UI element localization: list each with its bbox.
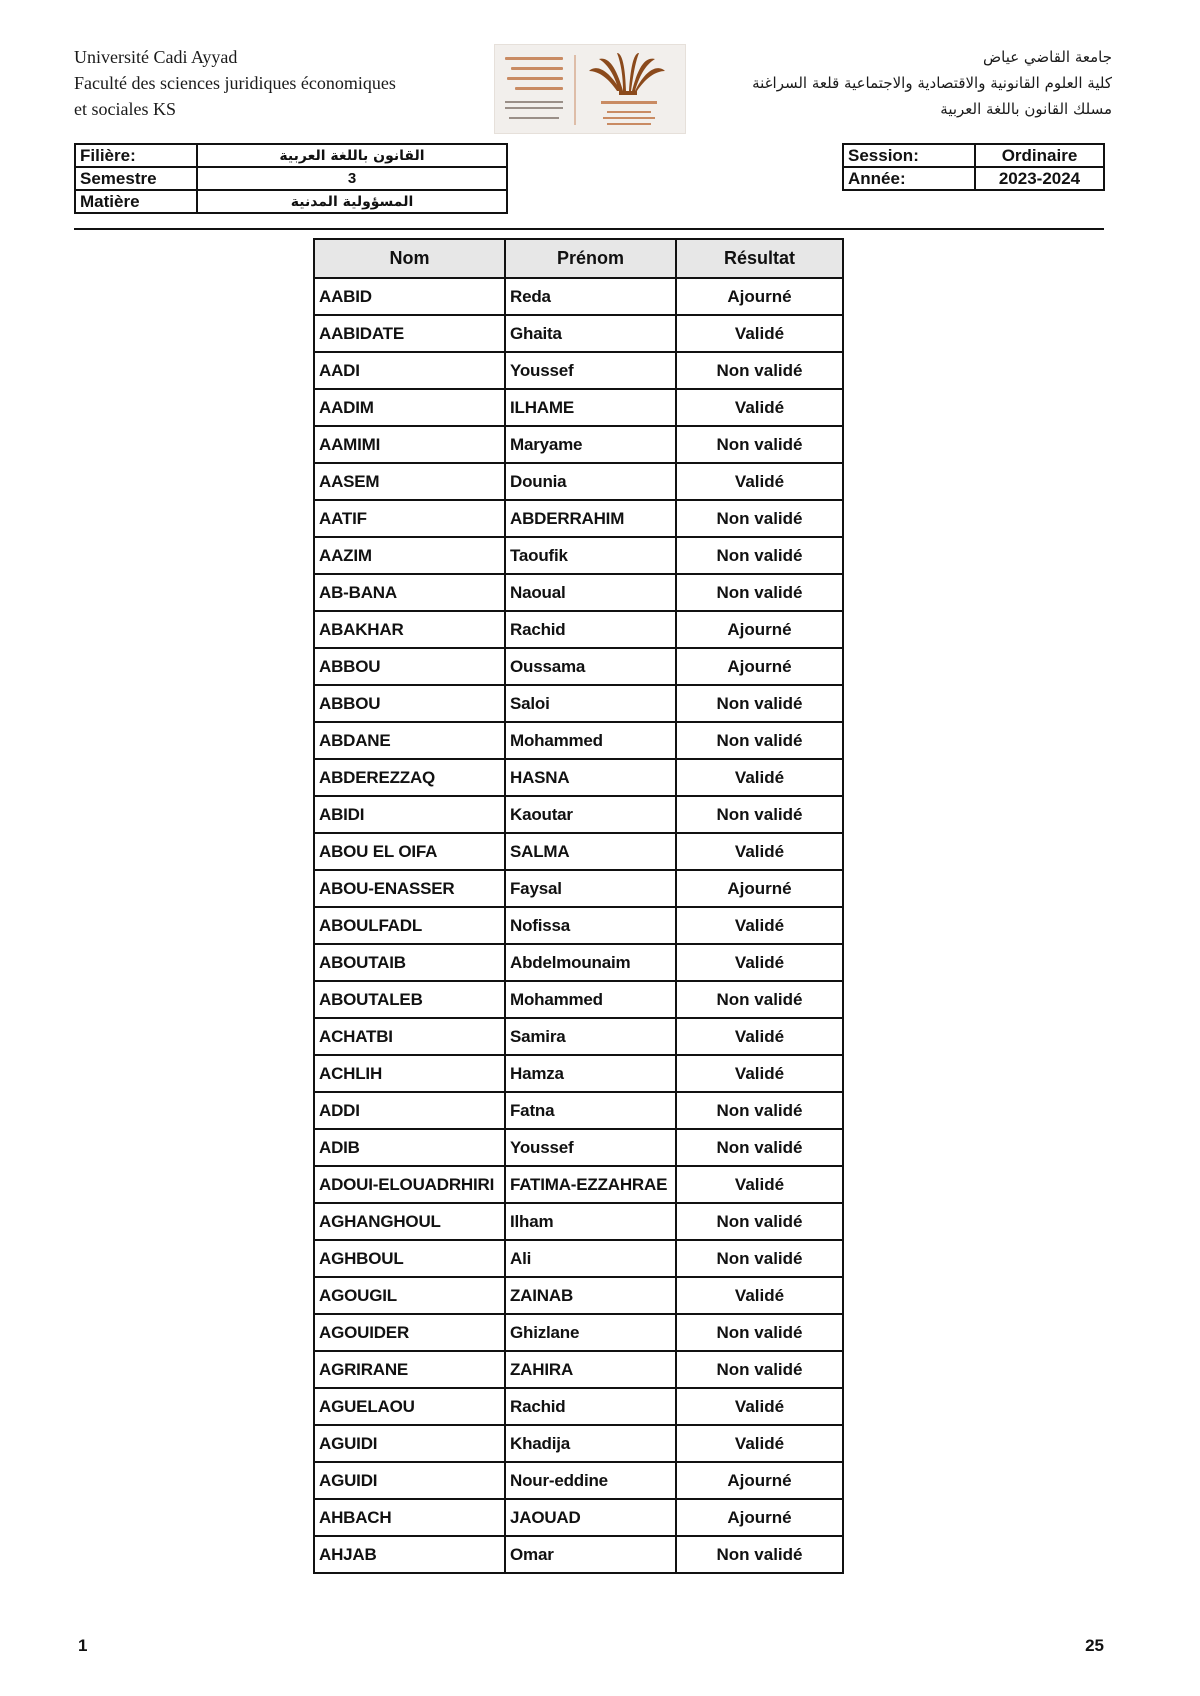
cell-resultat: Non validé — [676, 685, 843, 722]
cell-prenom: Maryame — [505, 426, 676, 463]
cell-prenom: Khadija — [505, 1425, 676, 1462]
university-name-ar: جامعة القاضي عياض — [982, 48, 1112, 66]
cell-nom: AHBACH — [314, 1499, 505, 1536]
table-row — [314, 907, 843, 944]
cell-prenom: Ilham — [505, 1203, 676, 1240]
table-row — [314, 1536, 843, 1573]
cell-resultat: Non validé — [676, 1314, 843, 1351]
cell-resultat: Non validé — [676, 537, 843, 574]
university-header-ar — [752, 44, 1112, 122]
cell-resultat: Validé — [676, 759, 843, 796]
table-row — [314, 1462, 843, 1499]
annee-value: 2023-2024 — [975, 167, 1104, 190]
cell-nom: ADOUI-ELOUADRHIRI — [314, 1166, 505, 1203]
cell-resultat: Validé — [676, 463, 843, 500]
cell-prenom: Hamza — [505, 1055, 676, 1092]
cell-prenom: Taoufik — [505, 537, 676, 574]
cell-nom: ABAKHAR — [314, 611, 505, 648]
cell-nom: ABDANE — [314, 722, 505, 759]
cell-prenom: Rachid — [505, 1388, 676, 1425]
cell-nom: AAZIM — [314, 537, 505, 574]
cell-nom: ABOULFADL — [314, 907, 505, 944]
course-info-table — [74, 143, 508, 214]
cell-nom: ABBOU — [314, 648, 505, 685]
table-row — [314, 1018, 843, 1055]
table-row — [314, 278, 843, 315]
table-row — [314, 1351, 843, 1388]
table-row — [314, 315, 843, 352]
cell-prenom: FATIMA-EZZAHRAE — [505, 1166, 676, 1203]
cell-nom: AGHANGHOUL — [314, 1203, 505, 1240]
table-row — [314, 1166, 843, 1203]
table-row — [314, 833, 843, 870]
table-row — [314, 574, 843, 611]
table-row — [314, 500, 843, 537]
cell-prenom: Naoual — [505, 574, 676, 611]
results-header-row — [314, 239, 843, 278]
cell-resultat: Validé — [676, 1018, 843, 1055]
table-row — [314, 1499, 843, 1536]
cell-nom: AGUIDI — [314, 1462, 505, 1499]
cell-nom: ABBOU — [314, 685, 505, 722]
column-header-prenom: Prénom — [505, 239, 676, 278]
cell-prenom: JAOUAD — [505, 1499, 676, 1536]
cell-resultat: Validé — [676, 1425, 843, 1462]
cell-prenom: ABDERRAHIM — [505, 500, 676, 537]
semestre-label: Semestre — [75, 167, 197, 190]
cell-prenom: Mohammed — [505, 981, 676, 1018]
table-row — [314, 611, 843, 648]
column-header-nom: Nom — [314, 239, 505, 278]
table-row — [314, 352, 843, 389]
table-row — [314, 1314, 843, 1351]
cell-nom: ABOU-ENASSER — [314, 870, 505, 907]
table-row — [314, 1240, 843, 1277]
table-row — [314, 426, 843, 463]
matiere-value: المسؤولية المدنية — [197, 190, 507, 213]
cell-nom: AGHBOUL — [314, 1240, 505, 1277]
table-row — [314, 537, 843, 574]
cell-resultat: Validé — [676, 315, 843, 352]
table-row — [314, 389, 843, 426]
table-row — [314, 759, 843, 796]
cell-resultat: Validé — [676, 1166, 843, 1203]
cell-prenom: Omar — [505, 1536, 676, 1573]
cell-nom: AGRIRANE — [314, 1351, 505, 1388]
cell-prenom: ZAINAB — [505, 1277, 676, 1314]
cell-resultat: Non validé — [676, 1240, 843, 1277]
cell-resultat: Validé — [676, 1055, 843, 1092]
session-info-table — [842, 143, 1105, 191]
header-divider — [74, 228, 1104, 230]
cell-nom: AHJAB — [314, 1536, 505, 1573]
filiere-value: القانون باللغة العربية — [197, 144, 507, 167]
cell-resultat: Non validé — [676, 500, 843, 537]
results-table — [313, 238, 844, 1574]
cell-resultat: Ajourné — [676, 278, 843, 315]
cell-prenom: ZAHIRA — [505, 1351, 676, 1388]
cell-resultat: Ajourné — [676, 870, 843, 907]
table-row — [314, 1055, 843, 1092]
cell-nom: AGOUIDER — [314, 1314, 505, 1351]
table-row — [314, 1129, 843, 1166]
program-name-ar: مسلك القانون باللغة العربية — [940, 100, 1112, 118]
table-row — [314, 722, 843, 759]
table-row — [314, 1425, 843, 1462]
table-row — [314, 1277, 843, 1314]
cell-prenom: SALMA — [505, 833, 676, 870]
cell-prenom: Ghizlane — [505, 1314, 676, 1351]
cell-resultat: Non validé — [676, 352, 843, 389]
cell-nom: AGUELAOU — [314, 1388, 505, 1425]
page-number: 1 — [78, 1636, 88, 1655]
table-row — [314, 981, 843, 1018]
cell-prenom: Faysal — [505, 870, 676, 907]
cell-resultat: Ajourné — [676, 611, 843, 648]
cell-prenom: ILHAME — [505, 389, 676, 426]
faculty-name: Faculté des sciences juridiques économiques — [74, 73, 396, 93]
cell-resultat: Non validé — [676, 426, 843, 463]
results-body — [314, 278, 843, 1573]
cell-prenom: Mohammed — [505, 722, 676, 759]
cell-nom: AGUIDI — [314, 1425, 505, 1462]
cell-nom: AADI — [314, 352, 505, 389]
faculty-logo-graphic — [495, 45, 685, 133]
table-row — [314, 685, 843, 722]
table-row — [314, 1388, 843, 1425]
cell-resultat: Validé — [676, 833, 843, 870]
cell-resultat: Non validé — [676, 1129, 843, 1166]
cell-resultat: Validé — [676, 1277, 843, 1314]
cell-nom: ABOUTAIB — [314, 944, 505, 981]
cell-resultat: Ajourné — [676, 1462, 843, 1499]
cell-prenom: Saloi — [505, 685, 676, 722]
cell-nom: ACHLIH — [314, 1055, 505, 1092]
table-row — [314, 463, 843, 500]
table-row — [314, 1203, 843, 1240]
filiere-label: Filière: — [75, 144, 197, 167]
cell-resultat: Validé — [676, 389, 843, 426]
cell-nom: AB-BANA — [314, 574, 505, 611]
cell-nom: AADIM — [314, 389, 505, 426]
cell-prenom: Ali — [505, 1240, 676, 1277]
cell-prenom: Nofissa — [505, 907, 676, 944]
faculty-name-ar: كلية العلوم القانونية والاقتصادية والاجتماعية قلعة السراغنة — [752, 74, 1112, 92]
university-name: Université Cadi Ayyad — [74, 47, 238, 67]
cell-nom: ABOU EL OIFA — [314, 833, 505, 870]
cell-prenom: Rachid — [505, 611, 676, 648]
faculty-name-cont: et sociales KS — [74, 99, 176, 119]
cell-nom: ADDI — [314, 1092, 505, 1129]
filiere-row — [75, 144, 507, 167]
cell-nom: AAMIMI — [314, 426, 505, 463]
cell-resultat: Non validé — [676, 1536, 843, 1573]
cell-nom: AABIDATE — [314, 315, 505, 352]
cell-prenom: Fatna — [505, 1092, 676, 1129]
matiere-label: Matière — [75, 190, 197, 213]
session-label: Session: — [843, 144, 975, 167]
annee-label: Année: — [843, 167, 975, 190]
session-row — [843, 144, 1104, 167]
cell-nom: ABDEREZZAQ — [314, 759, 505, 796]
column-header-resultat: Résultat — [676, 239, 843, 278]
table-row — [314, 796, 843, 833]
cell-prenom: Reda — [505, 278, 676, 315]
table-row — [314, 944, 843, 981]
matiere-row — [75, 190, 507, 213]
cell-prenom: Ghaita — [505, 315, 676, 352]
semestre-row — [75, 167, 507, 190]
cell-nom: AGOUGIL — [314, 1277, 505, 1314]
cell-prenom: Dounia — [505, 463, 676, 500]
cell-nom: ABOUTALEB — [314, 981, 505, 1018]
cell-prenom: Kaoutar — [505, 796, 676, 833]
cell-resultat: Non validé — [676, 981, 843, 1018]
cell-resultat: Ajourné — [676, 648, 843, 685]
cell-resultat: Ajourné — [676, 1499, 843, 1536]
page-total: 25 — [1085, 1636, 1104, 1655]
cell-resultat: Non validé — [676, 1092, 843, 1129]
cell-prenom: Nour-eddine — [505, 1462, 676, 1499]
cell-resultat: Non validé — [676, 1203, 843, 1240]
table-row — [314, 870, 843, 907]
cell-resultat: Non validé — [676, 722, 843, 759]
cell-prenom: Oussama — [505, 648, 676, 685]
cell-resultat: Validé — [676, 944, 843, 981]
cell-prenom: Youssef — [505, 1129, 676, 1166]
university-header-fr — [74, 44, 396, 122]
table-row — [314, 648, 843, 685]
semestre-value: 3 — [197, 167, 507, 190]
cell-resultat: Validé — [676, 1388, 843, 1425]
cell-resultat: Non validé — [676, 796, 843, 833]
cell-prenom: Youssef — [505, 352, 676, 389]
cell-nom: AABID — [314, 278, 505, 315]
table-row — [314, 1092, 843, 1129]
cell-nom: AATIF — [314, 500, 505, 537]
cell-nom: ACHATBI — [314, 1018, 505, 1055]
cell-prenom: Abdelmounaim — [505, 944, 676, 981]
cell-resultat: Non validé — [676, 1351, 843, 1388]
cell-nom: ABIDI — [314, 796, 505, 833]
cell-nom: ADIB — [314, 1129, 505, 1166]
cell-nom: AASEM — [314, 463, 505, 500]
session-value: Ordinaire — [975, 144, 1104, 167]
cell-resultat: Validé — [676, 907, 843, 944]
faculty-logo — [494, 44, 686, 134]
cell-prenom: HASNA — [505, 759, 676, 796]
cell-prenom: Samira — [505, 1018, 676, 1055]
cell-resultat: Non validé — [676, 574, 843, 611]
annee-row — [843, 167, 1104, 190]
